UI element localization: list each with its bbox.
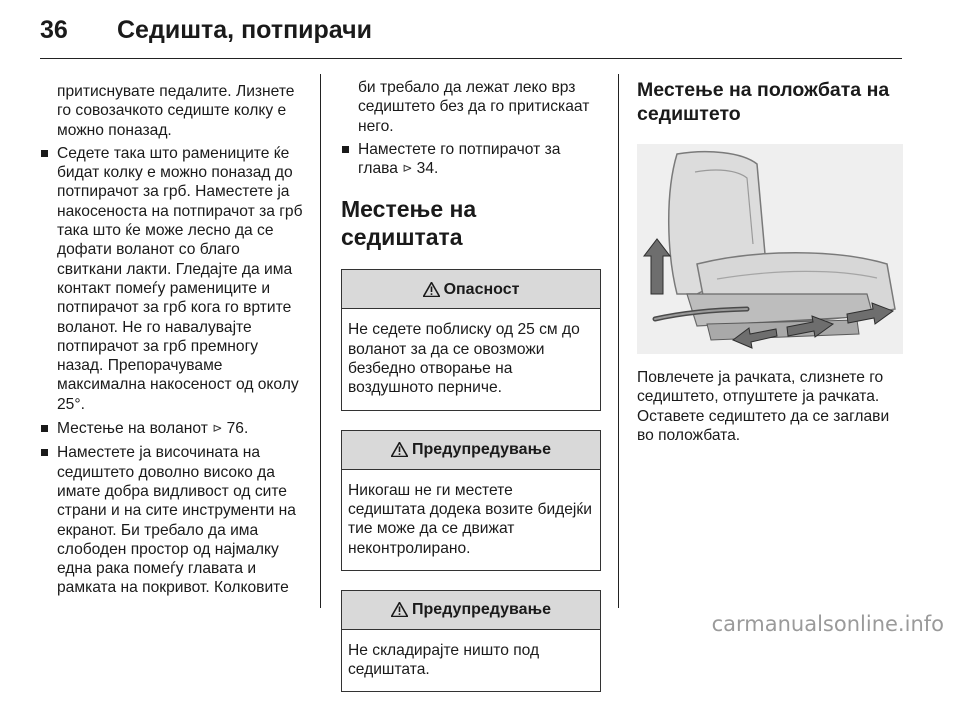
section-heading: Местење на седиштата — [341, 196, 477, 251]
notice-body: Не складирајте ништо под седиштата. — [348, 641, 540, 679]
page-number: 36 — [40, 16, 68, 44]
cross-reference-link[interactable]: 34. — [416, 160, 439, 178]
notice-title: Предупредување — [412, 441, 551, 459]
section-heading: Местење на положбата на седиштето — [637, 79, 890, 125]
column-divider-1 — [320, 74, 321, 608]
notice-body: Не седете поблиску од 25 см до воланот за да се овозможи безбедно отворање на воздушното перниче. — [348, 321, 580, 397]
column-middle — [341, 78, 603, 711]
column-right — [637, 78, 902, 445]
page-title: Седишта, потпирачи — [117, 16, 372, 44]
warning-triangle-icon — [423, 282, 440, 297]
column-left — [40, 82, 308, 603]
notice-header — [342, 431, 600, 470]
list-item — [341, 140, 603, 179]
bullet-icon — [41, 150, 48, 157]
instruction-paragraph: Повлечете ја рачката, слизнете го седиштето, отпуштете ја рачката. Оставете седиштето да се заглави во положбата. — [637, 369, 890, 444]
watermark: carmanualsonline.info — [711, 612, 944, 636]
notice-header — [342, 270, 600, 309]
list-item — [40, 443, 308, 597]
warning-triangle-icon — [391, 442, 408, 457]
warning-triangle-icon — [391, 602, 408, 617]
list-item — [40, 144, 308, 414]
bullet-list — [341, 140, 603, 179]
bullet-icon — [342, 146, 349, 153]
column-divider-2 — [618, 74, 619, 608]
seat-adjustment-illustration — [637, 144, 903, 354]
list-item-text: Наместете ја височината на седиштето доволно високо да имате добра видливост од сите страни и на сите инструменти на екранот. Би требало да има слободен простор од најмалку една рака помеѓу главата и рамката на покривот. Колковите — [57, 444, 296, 597]
warning-notice — [341, 430, 601, 571]
list-item-text: Наместете го потпирачот за глава — [358, 140, 561, 178]
notice-header — [342, 591, 600, 630]
danger-notice — [341, 269, 601, 410]
notice-title: Опасност — [443, 280, 520, 298]
notice-title: Предупредување — [412, 601, 551, 619]
bullet-list — [40, 144, 308, 598]
bullet-icon — [41, 449, 48, 456]
cross-reference-icon: ⊳ — [402, 161, 413, 176]
header-divider — [40, 58, 902, 59]
cross-reference-link[interactable]: 76. — [226, 420, 249, 438]
page-header — [0, 0, 960, 62]
list-item-text: Седете така што рамениците ќе бидат колку е можно поназад до потпирачот за грб. Наместете ја накосеноста на потпирачот за грб така што ќе може лесно да се дофати воланот со благо свиткани лакти. Гледајте да има контакт помеѓу рамениците и потпирачот за грб кога го вртите воланот. Не го навалувајте потпирачот за грб премногу назад. Препорачуваме максимална накосеност од околу 25°. — [57, 144, 303, 413]
seat-illustration-icon — [637, 144, 903, 354]
warning-notice — [341, 590, 601, 693]
intro-paragraph: притиснувате педалите. Лизнете го совозачкото седиште колку е можно поназад. — [57, 83, 295, 139]
notice-body: Никогаш не ги местете седиштата додека возите бидејќи тие може да се движат неконтролирано. — [348, 481, 592, 557]
cross-reference-icon: ⊳ — [212, 421, 223, 436]
list-item — [40, 419, 308, 438]
continuation-paragraph: би требало да лежат леко врз седиштето без да го притискаат него. — [358, 79, 590, 135]
list-item-text: Местење на воланот — [57, 420, 208, 438]
bullet-icon — [41, 425, 48, 432]
